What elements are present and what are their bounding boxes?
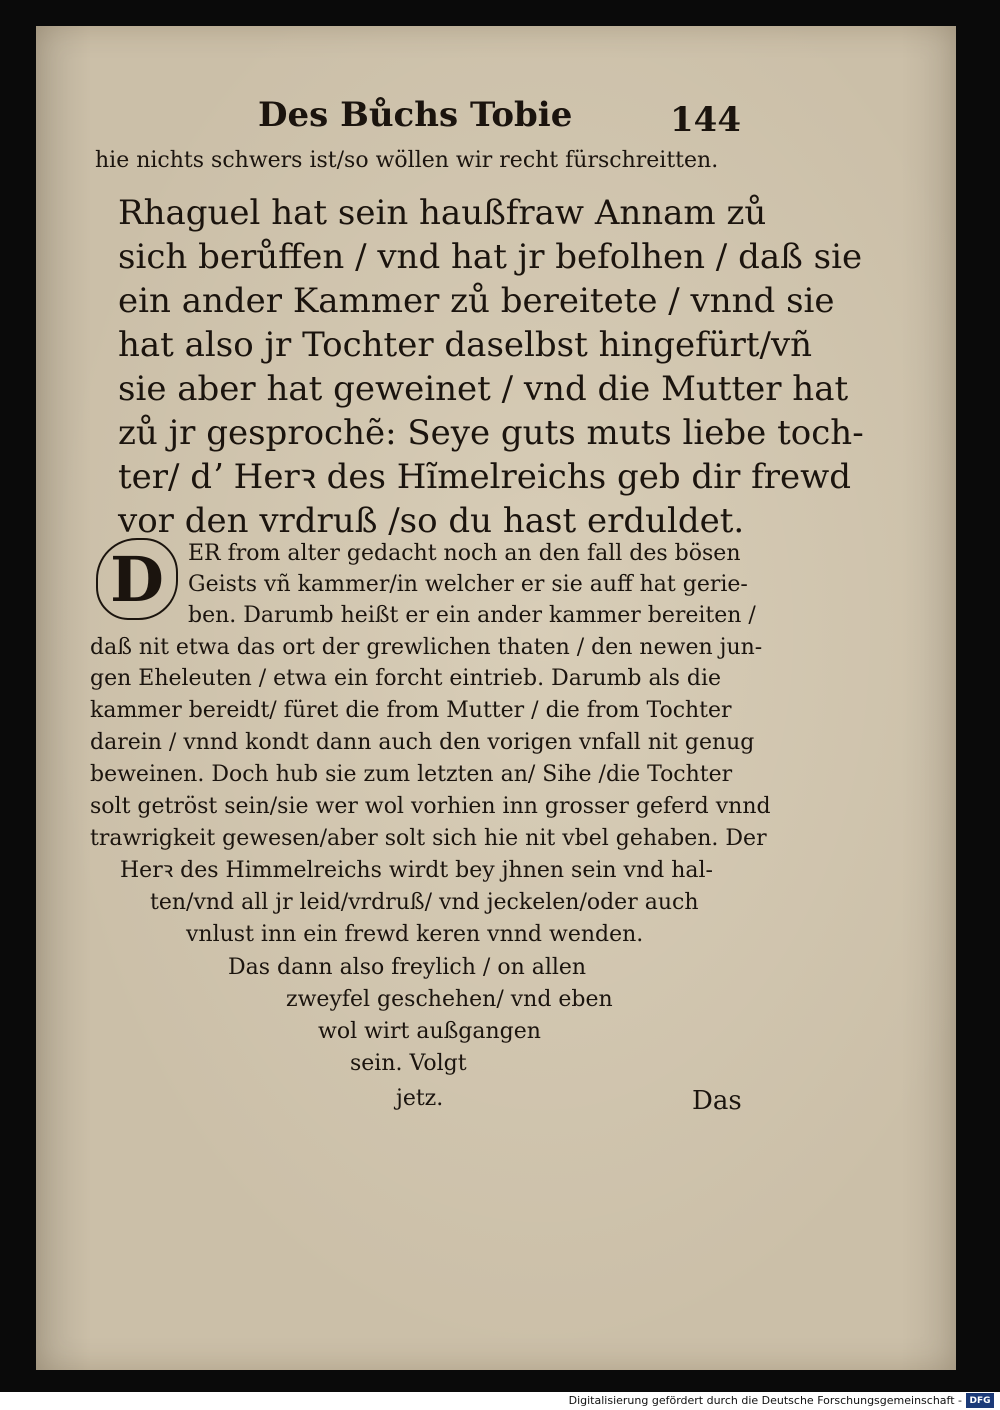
- commentary-line: daß nit etwa das ort der grewlichen thaten / den newen jun-: [90, 635, 763, 660]
- commentary-line: sein. Volgt: [350, 1051, 467, 1076]
- commentary-line: ten/vnd all jr leid/vrdruß/ vnd jeckelen/oder auch: [150, 890, 699, 915]
- main-text-line: hat also jr Tochter daselbst hingefürt/vñ: [118, 325, 813, 365]
- commentary-line: jetz.: [396, 1086, 444, 1111]
- main-text-line: vor den vrdruß /so du hast erduldet.: [118, 501, 745, 541]
- commentary-line: gen Eheleuten / etwa ein forcht eintrieb. Darumb als die: [90, 666, 722, 691]
- commentary-line: wol wirt außgangen: [318, 1019, 541, 1044]
- dfg-logo-icon: DFG: [966, 1393, 994, 1408]
- commentary-line: Das dann also freylich / on allen: [228, 955, 587, 980]
- main-text-line: ter/ dʼ Herꝛ des Hĩmelreichs geb dir frewd: [118, 457, 851, 497]
- footer-credit: Digitalisierung gefördert durch die Deutsche Forschungsgemeinschaft -: [568, 1394, 962, 1407]
- main-text-line: Rhaguel hat sein haußfraw Annam zů: [118, 193, 767, 233]
- commentary-line: Herꝛ des Himmelreichs wirdt bey jhnen sein vnd hal-: [120, 858, 713, 883]
- main-text-line: zů jr gesprochẽ: Seye guts muts liebe toch-: [118, 413, 864, 453]
- main-text-line: sich berůffen / vnd hat jr befolhen / daß sie: [118, 237, 863, 277]
- commentary-line: darein / vnnd kondt dann auch den vorigen vnfall nit genug: [90, 730, 755, 755]
- commentary-line: trawrigkeit gewesen/aber solt sich hie nit vbel gehaben. Der: [90, 826, 767, 851]
- main-text-line: ein ander Kammer zů bereitete / vnnd sie: [118, 281, 835, 321]
- commentary-line: vnlust inn ein frewd keren vnnd wenden.: [186, 922, 644, 947]
- intro-line: hie nichts schwers ist/so wöllen wir recht fürschreitten.: [95, 148, 719, 173]
- commentary-line: beweinen. Doch hub sie zum letzten an/ Sihe /die Tochter: [90, 762, 733, 787]
- commentary-line: zweyfel geschehen/ vnd eben: [286, 987, 613, 1012]
- commentary-line: ER from alter gedacht noch an den fall des bösen: [188, 541, 741, 566]
- catchword: Das: [692, 1086, 742, 1116]
- commentary-line: ben. Darumb heißt er ein ander kammer bereiten /: [188, 603, 756, 628]
- running-title: Des Bůchs Tobie: [258, 95, 573, 135]
- commentary-line: Geists vñ kammer/in welcher er sie auff hat gerie-: [188, 572, 748, 597]
- main-text-line: sie aber hat geweinet / vnd die Mutter hat: [118, 369, 849, 409]
- commentary-line: kammer bereidt/ füret die from Mutter / die from Tochter: [90, 698, 732, 723]
- drop-cap-initial: D: [96, 538, 178, 620]
- commentary-line: solt getröst sein/sie wer wol vorhien inn grosser geferd vnnd: [90, 794, 771, 819]
- page-number: 144: [670, 100, 741, 140]
